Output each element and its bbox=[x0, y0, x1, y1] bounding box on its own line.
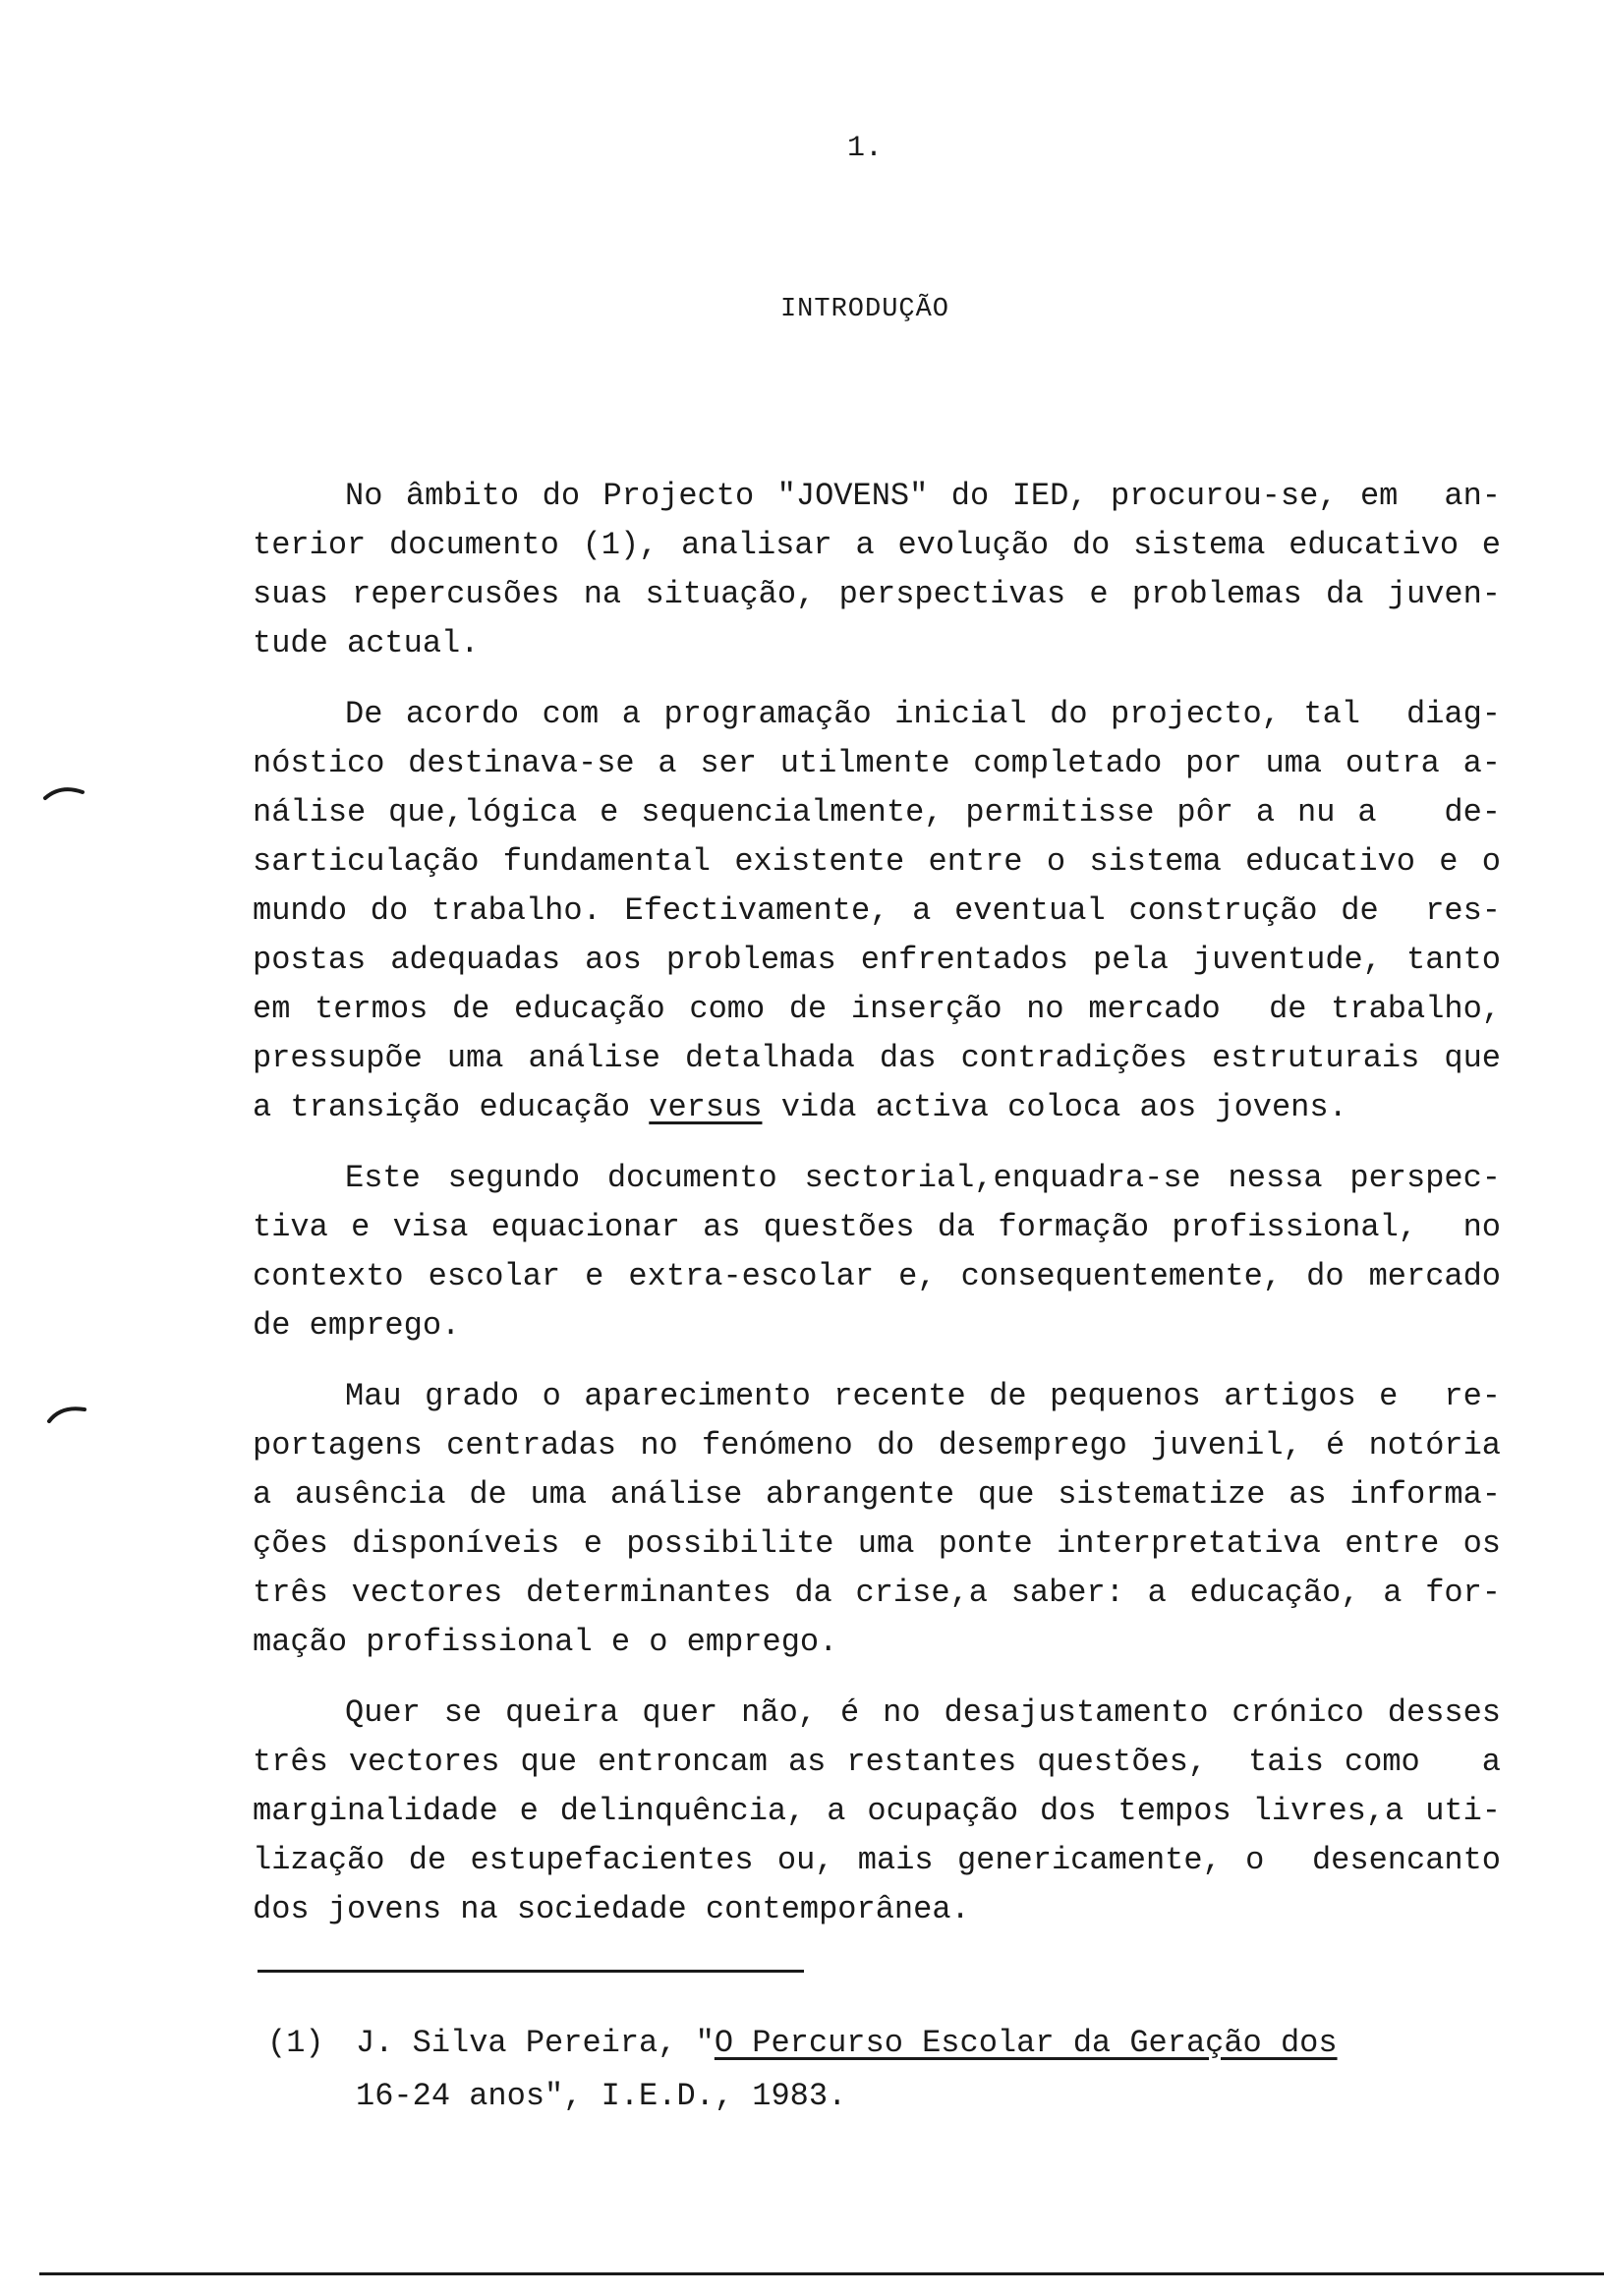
page-bottom-rule bbox=[39, 2272, 1604, 2275]
paragraph-3 bbox=[253, 1154, 1501, 1350]
paragraph-5 bbox=[253, 1689, 1501, 1934]
text-line: marginalidade e delinquência, a ocupação dos tempos livres,a uti- bbox=[253, 1793, 1501, 1829]
text-line: No âmbito do Projecto "JOVENS" do IED, procurou-se, em an- bbox=[345, 478, 1501, 514]
footnote-author: J. Silva Pereira, " bbox=[356, 2025, 715, 2061]
text-line: Mau grado o aparecimento recente de pequenos artigos e re- bbox=[345, 1378, 1501, 1414]
text-line: mundo do trabalho. Efectivamente, a eventual construção de res- bbox=[253, 892, 1501, 929]
margin-mark bbox=[43, 780, 86, 802]
text-line: três vectores determinantes da crise,a saber: a educação, a for- bbox=[253, 1575, 1501, 1611]
text-line: nóstico destinava-se a ser utilmente completado por uma outra a- bbox=[253, 745, 1501, 781]
footnote-marker: (1) bbox=[267, 2025, 324, 2061]
text-line: lização de estupefacientes ou, mais genericamente, o desencanto bbox=[253, 1842, 1501, 1878]
body-text bbox=[253, 472, 1501, 1956]
text-line: sarticulação fundamental existente entre o sistema educativo e o bbox=[253, 843, 1501, 880]
text-line bbox=[253, 1083, 1501, 1132]
text-line: pressupõe uma análise detalhada das contradições estruturais que bbox=[253, 1040, 1501, 1076]
page-number: 1. bbox=[847, 132, 884, 165]
text-line: tude actual. bbox=[253, 625, 480, 661]
text-line: a ausência de uma análise abrangente que sistematize as informa- bbox=[253, 1476, 1501, 1513]
paragraph-1 bbox=[253, 472, 1501, 668]
text-line: portagens centradas no fenómeno do desemprego juvenil, é notória bbox=[253, 1427, 1501, 1464]
text-line: em termos de educação como de inserção no mercado de trabalho, bbox=[253, 991, 1501, 1027]
text-line: suas repercusões na situação, perspectivas e problemas da juven- bbox=[253, 576, 1501, 612]
text-fragment: a transição educação bbox=[253, 1089, 650, 1125]
footnote-title: O Percurso Escolar da Geração dos bbox=[714, 2025, 1338, 2061]
footnote-line: 16-24 anos", I.E.D., 1983. bbox=[356, 2078, 847, 2114]
text-line: dos jovens na sociedade contemporânea. bbox=[253, 1891, 970, 1927]
text-line: ções disponíveis e possibilite uma ponte interpretativa entre os bbox=[253, 1525, 1501, 1562]
text-line: terior documento (1), analisar a evolução do sistema educativo e bbox=[253, 527, 1501, 563]
text-line: de emprego. bbox=[253, 1307, 461, 1344]
margin-mark bbox=[45, 1402, 88, 1423]
text-fragment: vida activa coloca aos jovens. bbox=[762, 1089, 1347, 1125]
section-heading: INTRODUÇÃO bbox=[779, 295, 950, 324]
paragraph-4 bbox=[253, 1372, 1501, 1667]
text-line: postas adequadas aos problemas enfrentados pela juventude, tanto bbox=[253, 942, 1501, 978]
text-line: tiva e visa equacionar as questões da formação profissional, no bbox=[253, 1209, 1501, 1245]
footnote-divider bbox=[258, 1970, 804, 1973]
paragraph-2 bbox=[253, 690, 1501, 1132]
text-line: De acordo com a programação inicial do projecto, tal diag- bbox=[345, 696, 1501, 732]
text-line: três vectores que entroncam as restantes questões, tais como a bbox=[253, 1744, 1501, 1780]
footnote-line bbox=[267, 2017, 1447, 2070]
text-line: mação profissional e o emprego. bbox=[253, 1624, 838, 1660]
text-line: contexto escolar e extra-escolar e, consequentemente, do mercado bbox=[253, 1258, 1501, 1294]
text-line: Este segundo documento sectorial,enquadra-se nessa perspec- bbox=[345, 1160, 1501, 1196]
footnote bbox=[267, 2017, 1447, 2123]
text-line: Quer se queira quer não, é no desajustamento crónico desses bbox=[345, 1694, 1501, 1731]
emphasis-underlined: versus bbox=[649, 1089, 763, 1125]
text-line: nálise que,lógica e sequencialmente, permitisse pôr a nu a de- bbox=[253, 794, 1501, 831]
